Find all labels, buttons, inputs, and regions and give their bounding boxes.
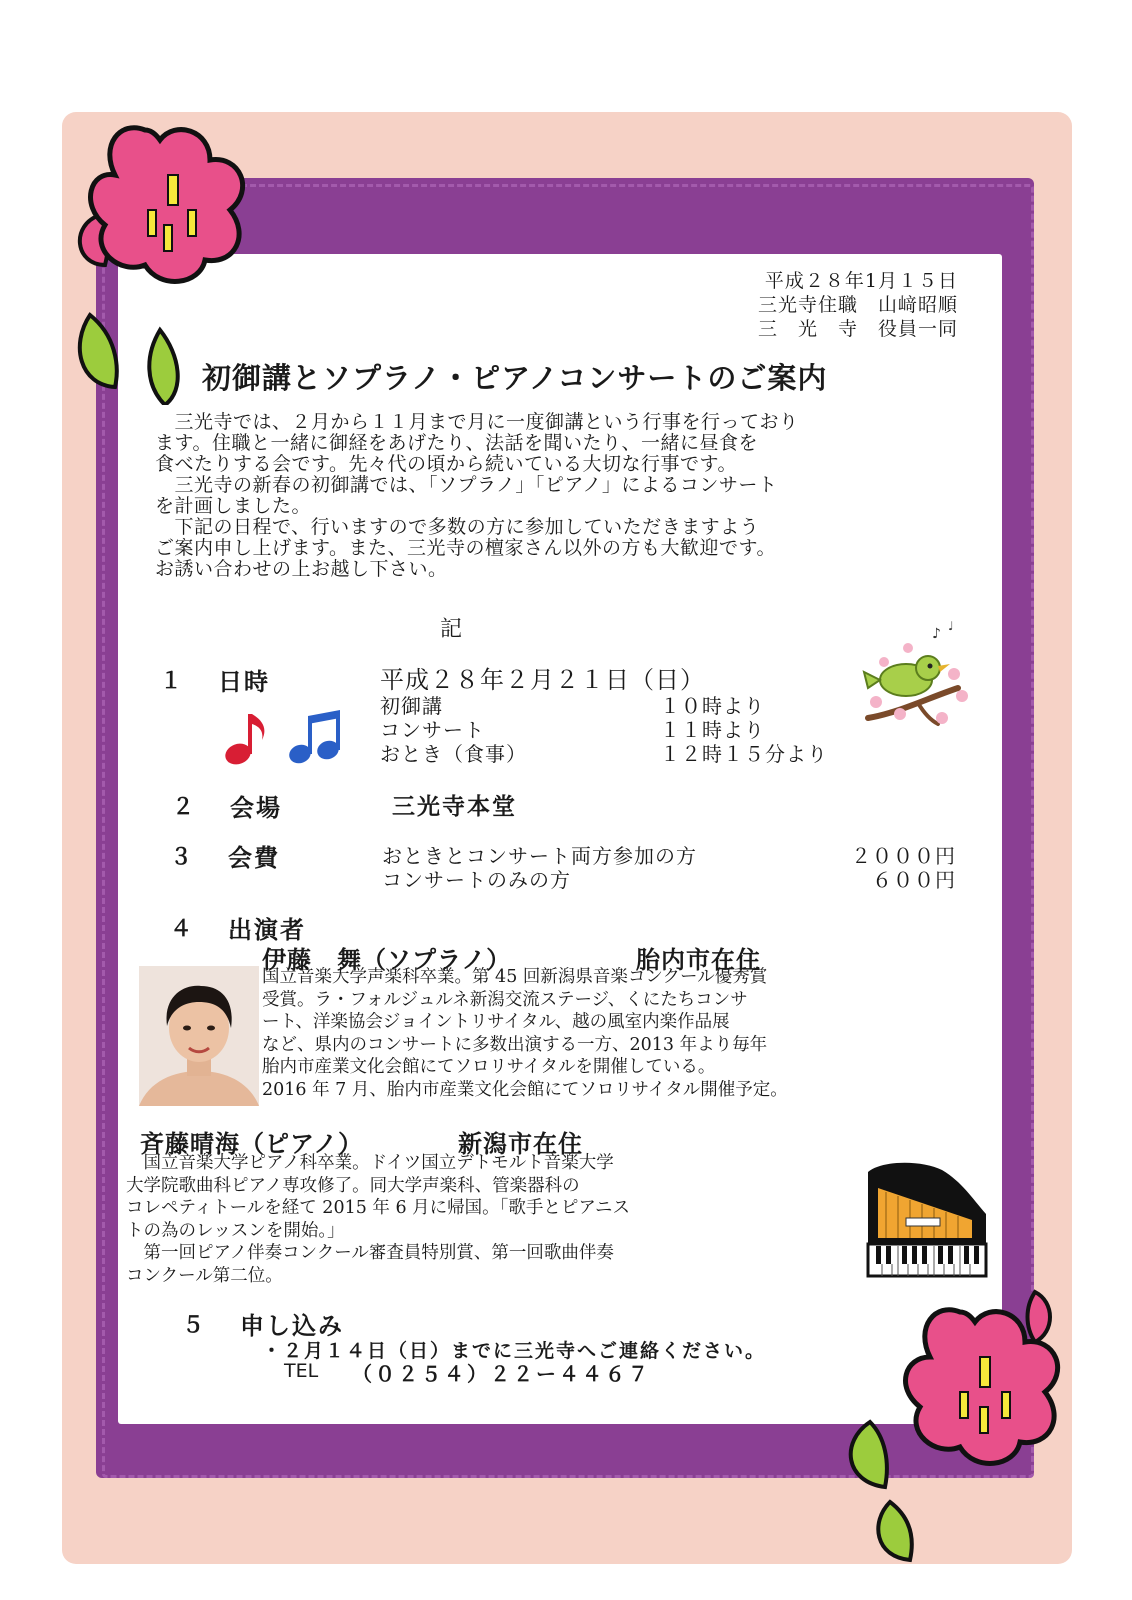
fee-price-2: ６００円 — [872, 868, 956, 892]
bio-line: 受賞。ラ・フォルジュルネ新潟交流ステージ、くにたちコンサ — [262, 989, 748, 1010]
bio-line: 第一回ピアノ伴奏コンクール審査員特別賞、第一回歌曲伴奏 — [126, 1243, 614, 1263]
section-3-heading: 会費 — [228, 844, 280, 872]
application-deadline: ・２月１４日（日）までに三光寺へご連絡ください。 — [262, 1340, 767, 1362]
section-4-heading: 出演者 — [228, 916, 306, 944]
intro-line: 下記の日程で、行いますので多数の方に参加していただきますよう — [155, 516, 760, 538]
fee-label-2: コンサートのみの方 — [382, 868, 571, 892]
bio-line: 胎内市産業文化会館にてソロリサイタルを開催している。 — [262, 1057, 716, 1077]
tel-label: TEL — [284, 1360, 319, 1382]
fee-price-1: ２０００円 — [851, 844, 956, 868]
schedule-time-1: １０時より — [660, 694, 765, 718]
bio-line: コレペティトールを経て 2015 年 6 月に帰国。「歌手とピアニス — [126, 1198, 631, 1218]
section-2-heading: 会場 — [230, 794, 282, 822]
schedule-label-3: おとき（食事） — [380, 742, 527, 766]
intro-line: お誘い合わせの上お越し下さい。 — [155, 558, 448, 580]
svg-text:♩: ♩ — [948, 619, 954, 633]
music-note-icon — [222, 708, 270, 766]
beamed-notes-icon — [288, 708, 342, 766]
section-3-number: ３ — [170, 845, 193, 870]
performer-photo — [139, 966, 259, 1106]
section-2-number: ２ — [172, 795, 195, 820]
intro-line: ます。住職と一緒に御経をあげたり、法話を聞いたり、一緒に昼食を — [155, 432, 758, 454]
section-1-number: １ — [160, 669, 183, 694]
bio-line: コンクール第二位。 — [126, 1265, 283, 1286]
intro-line: 三光寺の新春の初御講では、「ソプラノ」「ピアノ」によるコンサート — [155, 474, 778, 496]
venue: 三光寺本堂 — [392, 793, 517, 820]
bio-line: 2016 年 7 月、胎内市産業文化会館にてソロリサイタル開催予定。 — [262, 1079, 788, 1100]
intro-paragraph — [155, 412, 799, 580]
schedule-time-3: １２時１５分より — [660, 742, 828, 766]
intro-line: 食べたりする会です。先々代の頃から続いている大切な行事です。 — [155, 453, 737, 475]
schedule-label-1: 初御講 — [380, 694, 443, 718]
soprano-bio — [262, 966, 788, 1101]
section-4-number: ４ — [170, 917, 193, 942]
bio-line: 大学院歌曲科ピアノ専攻修了。同大学声楽科、管楽器科の — [126, 1175, 580, 1196]
bio-line: トの為のレッスンを開始。」 — [126, 1220, 345, 1241]
section-5-number: ５ — [182, 1313, 205, 1338]
camellia-flower-icon — [830, 1272, 1070, 1572]
soprano-residence: 胎内市在住 — [636, 946, 761, 974]
bird-on-branch-icon — [858, 618, 976, 736]
section-1-heading: 日時 — [218, 668, 270, 696]
fee-label-1: おときとコンサート両方参加の方 — [382, 844, 697, 868]
section-5-heading: 申し込み — [240, 1312, 344, 1340]
schedule-time-2: １１時より — [660, 718, 765, 742]
bio-line: 国立音楽大学ピアノ科卒業。ドイツ国立デトモルト音楽大学 — [126, 1153, 614, 1173]
bio-line: 国立音楽大学声楽科卒業。第 45 回新潟県音楽コンクール優秀賞 — [262, 967, 768, 987]
page-title: 初御講とソプラノ・ピアノコンサートのご案内 — [202, 361, 828, 395]
issue-date: 平成２８年1月１５日 — [764, 270, 958, 292]
grand-piano-icon — [862, 1158, 994, 1282]
event-date: 平成２８年２月２１日（日） — [380, 666, 705, 694]
intro-line: ご案内申し上げます。また、三光寺の檀家さん以外の方も大歓迎です。 — [155, 537, 776, 559]
intro-line: を計画しました。 — [155, 495, 312, 517]
svg-text:♪: ♪ — [932, 626, 941, 642]
sender-priest: 三光寺住職 山﨑昭順 — [757, 294, 958, 316]
bio-line: など、県内のコンサートに多数出演する一方、2013 年より毎年 — [262, 1034, 768, 1055]
pianist-residence: 新潟市在住 — [458, 1130, 583, 1158]
tel-number: （０２５４）２２ー４４６７ — [352, 1362, 651, 1386]
ki-mark: 記 — [440, 617, 463, 642]
intro-line: 三光寺では、２月から１１月まで月に一度御講という行事を行っており — [155, 411, 799, 433]
pianist-bio — [126, 1152, 630, 1287]
sender-board: 三 光 寺 役員一同 — [757, 318, 958, 340]
bio-line: ート、洋楽協会ジョイントリサイタル、越の風室内楽作品展 — [262, 1012, 730, 1032]
schedule-label-2: コンサート — [380, 718, 485, 742]
soprano-name: 伊藤 舞（ソプラノ） — [262, 946, 512, 974]
pianist-name: 斉藤晴海（ピアノ） — [140, 1130, 364, 1158]
